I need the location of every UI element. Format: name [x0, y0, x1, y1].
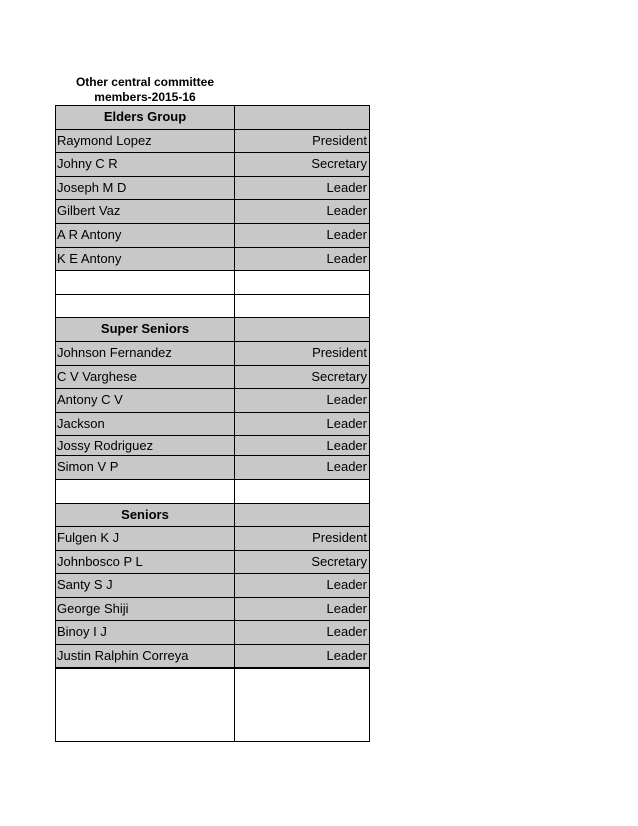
member-role-cell[interactable]: Leader	[235, 574, 369, 597]
member-row	[56, 598, 369, 622]
title-line-2: members-2015-16	[94, 90, 196, 104]
member-row	[56, 224, 369, 248]
member-row	[56, 130, 369, 154]
group-name-cell[interactable]: Super Seniors	[56, 318, 235, 341]
group-header-row	[56, 504, 369, 528]
member-row	[56, 200, 369, 224]
member-row	[56, 389, 369, 413]
empty-cell[interactable]	[235, 669, 369, 741]
member-row	[56, 574, 369, 598]
empty-cell[interactable]	[235, 295, 369, 318]
empty-row	[56, 480, 369, 504]
member-role-cell[interactable]: Secretary	[235, 366, 369, 389]
member-row	[56, 645, 369, 669]
group-name-cell[interactable]: Seniors	[56, 504, 235, 527]
empty-cell[interactable]	[56, 271, 235, 294]
member-role-cell[interactable]: President	[235, 527, 369, 550]
member-role-cell[interactable]: Leader	[235, 200, 369, 223]
member-row	[56, 456, 369, 480]
member-role-cell[interactable]: Leader	[235, 248, 369, 271]
document-title	[55, 75, 235, 105]
member-row	[56, 366, 369, 390]
member-name-cell[interactable]: Raymond Lopez	[56, 130, 235, 153]
empty-row	[56, 669, 369, 741]
member-name-cell[interactable]: Johny C R	[56, 153, 235, 176]
member-name-cell[interactable]: Gilbert Vaz	[56, 200, 235, 223]
member-role-cell[interactable]: Secretary	[235, 551, 369, 574]
group-name-cell[interactable]: Elders Group	[56, 106, 235, 129]
member-row	[56, 436, 369, 456]
member-role-cell[interactable]: Leader	[235, 645, 369, 667]
member-role-cell[interactable]: Leader	[235, 621, 369, 644]
member-role-cell[interactable]: Leader	[235, 413, 369, 436]
member-name-cell[interactable]: Johnson Fernandez	[56, 342, 235, 365]
member-name-cell[interactable]: C V Varghese	[56, 366, 235, 389]
member-name-cell[interactable]: George Shiji	[56, 598, 235, 621]
empty-cell[interactable]	[56, 480, 235, 503]
member-row	[56, 621, 369, 645]
member-name-cell[interactable]: Jossy Rodriguez	[56, 436, 235, 455]
empty-cell[interactable]	[56, 295, 235, 318]
empty-cell[interactable]	[235, 271, 369, 294]
member-name-cell[interactable]: Simon V P	[56, 456, 235, 479]
group-header-row	[56, 106, 369, 130]
empty-row	[56, 295, 369, 319]
empty-cell[interactable]	[235, 480, 369, 503]
member-name-cell[interactable]: Jackson	[56, 413, 235, 436]
member-role-cell[interactable]: Leader	[235, 598, 369, 621]
member-role-cell[interactable]: Leader	[235, 436, 369, 455]
member-name-cell[interactable]: Binoy I J	[56, 621, 235, 644]
group-header-row	[56, 318, 369, 342]
member-role-cell[interactable]: Leader	[235, 224, 369, 247]
member-role-cell[interactable]: President	[235, 342, 369, 365]
group-role-cell[interactable]	[235, 106, 369, 129]
empty-cell[interactable]	[56, 669, 235, 741]
member-name-cell[interactable]: K E Antony	[56, 248, 235, 271]
member-row	[56, 153, 369, 177]
member-role-cell[interactable]: Leader	[235, 177, 369, 200]
member-name-cell[interactable]: Antony C V	[56, 389, 235, 412]
committee-table	[55, 105, 370, 742]
member-row	[56, 248, 369, 272]
member-row	[56, 527, 369, 551]
member-row	[56, 342, 369, 366]
member-role-cell[interactable]: Leader	[235, 389, 369, 412]
member-row	[56, 413, 369, 437]
member-name-cell[interactable]: Fulgen K J	[56, 527, 235, 550]
member-role-cell[interactable]: Leader	[235, 456, 369, 479]
member-name-cell[interactable]: Santy S J	[56, 574, 235, 597]
member-row	[56, 551, 369, 575]
title-line-1: Other central committee	[75, 75, 215, 89]
member-name-cell[interactable]: Johnbosco P L	[56, 551, 235, 574]
member-role-cell[interactable]: President	[235, 130, 369, 153]
group-role-cell[interactable]	[235, 504, 369, 527]
member-name-cell[interactable]: A R Antony	[56, 224, 235, 247]
member-row	[56, 177, 369, 201]
group-role-cell[interactable]	[235, 318, 369, 341]
member-role-cell[interactable]: Secretary	[235, 153, 369, 176]
member-name-cell[interactable]: Joseph M D	[56, 177, 235, 200]
empty-row	[56, 271, 369, 295]
member-name-cell[interactable]: Justin Ralphin Correya	[56, 645, 235, 667]
